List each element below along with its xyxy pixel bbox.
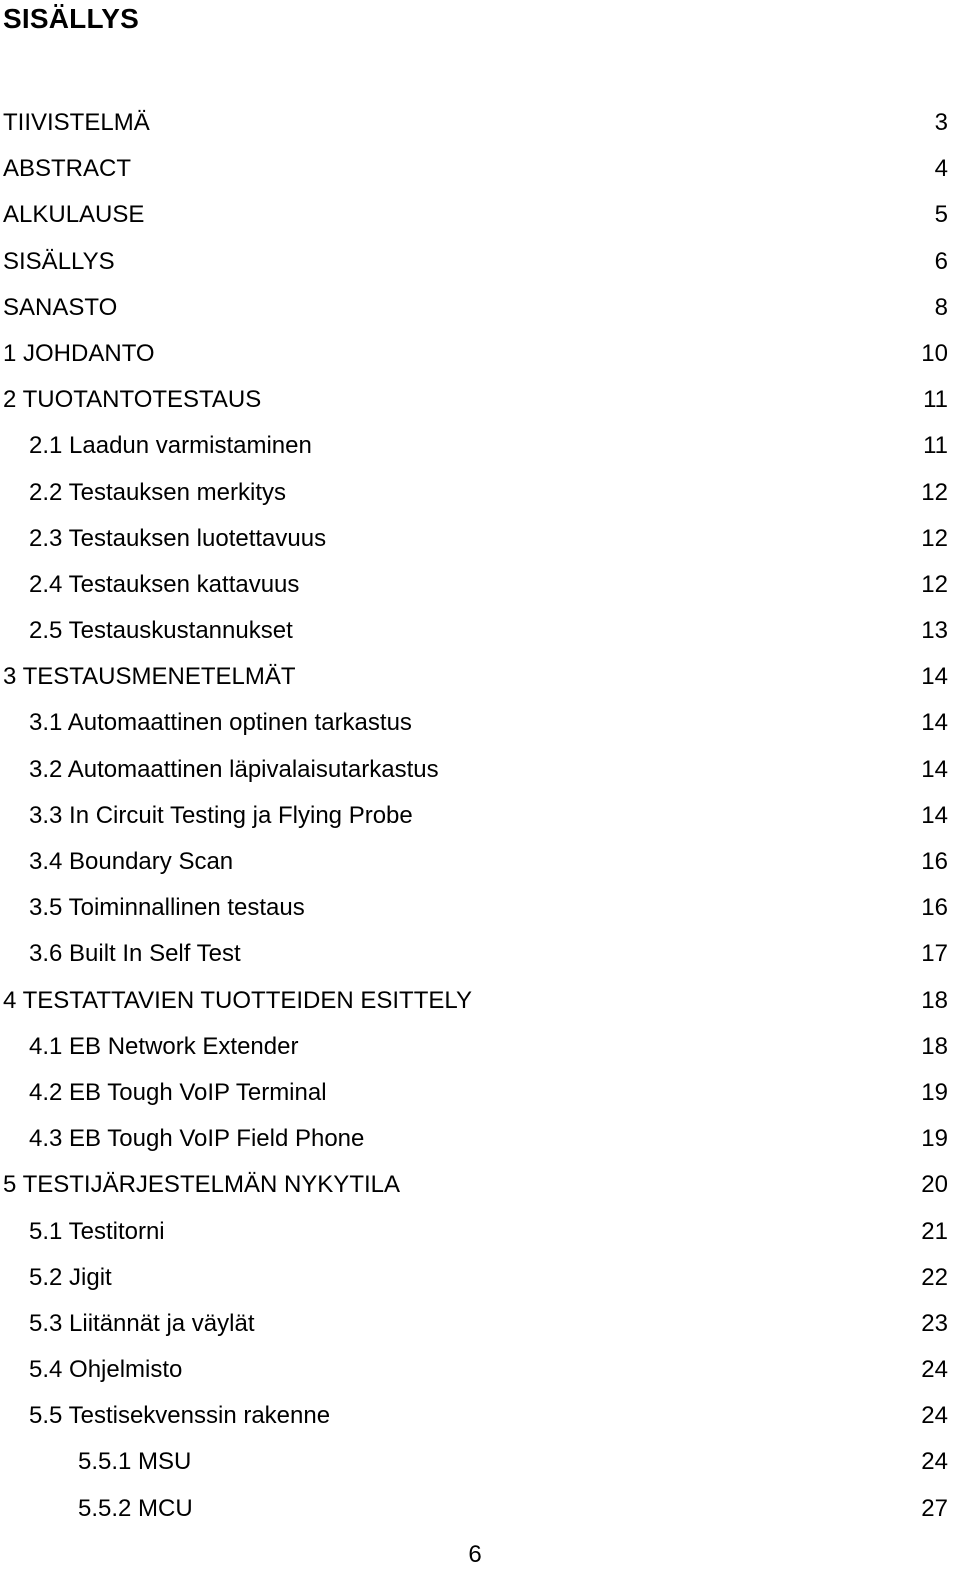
- toc-entry-page-number: 14: [921, 801, 948, 829]
- toc-entry: [0, 1347, 960, 1393]
- toc-entry: [0, 654, 960, 700]
- toc-entry: [0, 885, 960, 931]
- toc-entry-title: 5.1 Testitorni: [29, 1217, 165, 1245]
- toc-entry-page-number: 23: [921, 1309, 948, 1337]
- toc-entry: [0, 331, 960, 377]
- toc-entry-page-number: 21: [921, 1217, 948, 1245]
- toc-entry-title: 5.5.1 MSU: [78, 1448, 192, 1476]
- toc-entry-title: 3 TESTAUSMENETELMÄT: [3, 663, 296, 691]
- toc-entry-page-number: 19: [921, 1078, 948, 1106]
- toc-entry-title: 3.3 In Circuit Testing ja Flying Probe: [29, 801, 413, 829]
- toc-entry: [0, 239, 960, 285]
- toc-entry: [0, 931, 960, 977]
- toc-entry: [0, 1162, 960, 1208]
- toc-entry-page-number: 16: [921, 894, 948, 922]
- toc-entry-title: SISÄLLYS: [3, 247, 115, 275]
- toc-entry-page-number: 14: [921, 663, 948, 691]
- toc-entry-title: 3.4 Boundary Scan: [29, 848, 234, 875]
- toc-entry: [0, 377, 960, 423]
- toc-entry-page-number: 6: [934, 247, 948, 275]
- toc-entry-page-number: 10: [921, 339, 948, 367]
- toc-entry-title: 2.4 Testauksen kattavuus: [29, 570, 300, 598]
- toc-entry-title: 2 TUOTANTOTESTAUS: [3, 386, 262, 414]
- toc-entry-page-number: 18: [921, 986, 948, 1014]
- toc-entry-title: 4.3 EB Tough VoIP Field Phone: [29, 1125, 365, 1153]
- toc-entry-page-number: 5: [934, 201, 948, 229]
- toc-entry-page-number: 27: [921, 1494, 948, 1522]
- toc-entry-page-number: 11: [923, 432, 948, 460]
- toc-entry-title: 3.2 Automaattinen läpivalaisutarkastus: [29, 755, 439, 783]
- toc-entry-page-number: 24: [921, 1356, 948, 1384]
- toc-entry-page-number: 18: [921, 1032, 948, 1060]
- toc-entry: [0, 470, 960, 516]
- toc-entry-page-number: 24: [921, 1402, 948, 1430]
- toc-entry: [0, 1439, 960, 1485]
- toc-entry: [0, 100, 960, 146]
- toc-entry-title: 2.1 Laadun varmistaminen: [29, 432, 312, 460]
- toc-entry: [0, 1486, 960, 1532]
- toc-entry: [0, 1255, 960, 1301]
- toc-entry-title: TIIVISTELMÄ: [3, 109, 150, 136]
- toc-entry-title: 1 JOHDANTO: [3, 339, 155, 367]
- toc-entry-page-number: 12: [921, 524, 948, 552]
- toc-entry-page-number: 16: [921, 848, 948, 875]
- toc-entry: [0, 1209, 960, 1255]
- page-title: SISÄLLYS: [3, 3, 139, 34]
- toc-entry: [0, 562, 960, 608]
- toc-entry-page-number: 14: [921, 709, 948, 737]
- toc-entry-title: ABSTRACT: [3, 155, 132, 183]
- table-of-contents: [0, 100, 960, 1532]
- toc-entry-title: 5.3 Liitännät ja väylät: [29, 1309, 255, 1337]
- toc-entry-page-number: 12: [921, 570, 948, 598]
- toc-entry-title: 4.1 EB Network Extender: [29, 1032, 299, 1060]
- toc-entry-title: 5.5.2 MCU: [78, 1494, 193, 1522]
- toc-entry: [0, 516, 960, 562]
- toc-entry-page-number: 3: [934, 109, 948, 136]
- toc-entry-title: 5.5 Testisekvenssin rakenne: [29, 1402, 331, 1430]
- toc-entry: [0, 192, 960, 238]
- toc-entry: [0, 423, 960, 469]
- toc-entry: [0, 1393, 960, 1439]
- toc-entry: [0, 608, 960, 654]
- toc-entry: [0, 978, 960, 1024]
- toc-entry-title: 5.2 Jigit: [29, 1263, 112, 1291]
- toc-entry-page-number: 8: [934, 293, 948, 321]
- toc-entry: [0, 747, 960, 793]
- toc-entry: [0, 1301, 960, 1347]
- toc-entry-page-number: 24: [921, 1448, 948, 1476]
- toc-entry-page-number: 11: [923, 386, 948, 414]
- toc-entry-title: 2.5 Testauskustannukset: [29, 617, 293, 645]
- toc-entry-title: 2.2 Testauksen merkitys: [29, 478, 287, 506]
- toc-entry-title: 2.3 Testauksen luotettavuus: [29, 524, 327, 552]
- toc-entry: [0, 146, 960, 192]
- toc-entry: [0, 700, 960, 746]
- toc-entry-page-number: 19: [921, 1125, 948, 1153]
- toc-entry-title: 5 TESTIJÄRJESTELMÄN NYKYTILA: [3, 1171, 400, 1199]
- toc-entry-page-number: 17: [921, 940, 948, 968]
- toc-entry: [0, 285, 960, 331]
- toc-entry: [0, 839, 960, 885]
- toc-entry-title: 4.2 EB Tough VoIP Terminal: [29, 1078, 327, 1106]
- toc-entry-title: ALKULAUSE: [3, 201, 145, 229]
- toc-entry-title: 3.5 Toiminnallinen testaus: [29, 894, 305, 922]
- toc-entry-page-number: 12: [921, 478, 948, 506]
- toc-entry-title: 4 TESTATTAVIEN TUOTTEIDEN ESITTELY: [3, 986, 472, 1014]
- toc-entry-title: 3.6 Built In Self Test: [29, 940, 241, 968]
- toc-entry-title: SANASTO: [3, 293, 118, 321]
- toc-entry: [0, 1116, 960, 1162]
- toc-entry-page-number: 20: [921, 1171, 948, 1199]
- toc-entry: [0, 1024, 960, 1070]
- toc-entry: [0, 1070, 960, 1116]
- page-number: 6: [468, 1541, 482, 1568]
- toc-entry: [0, 793, 960, 839]
- toc-entry-title: 3.1 Automaattinen optinen tarkastus: [29, 709, 412, 737]
- toc-entry-page-number: 13: [921, 617, 948, 645]
- toc-entry-title: 5.4 Ohjelmisto: [29, 1356, 183, 1384]
- toc-entry-page-number: 14: [921, 755, 948, 783]
- toc-entry-page-number: 22: [921, 1263, 948, 1291]
- toc-entry-page-number: 4: [934, 155, 948, 183]
